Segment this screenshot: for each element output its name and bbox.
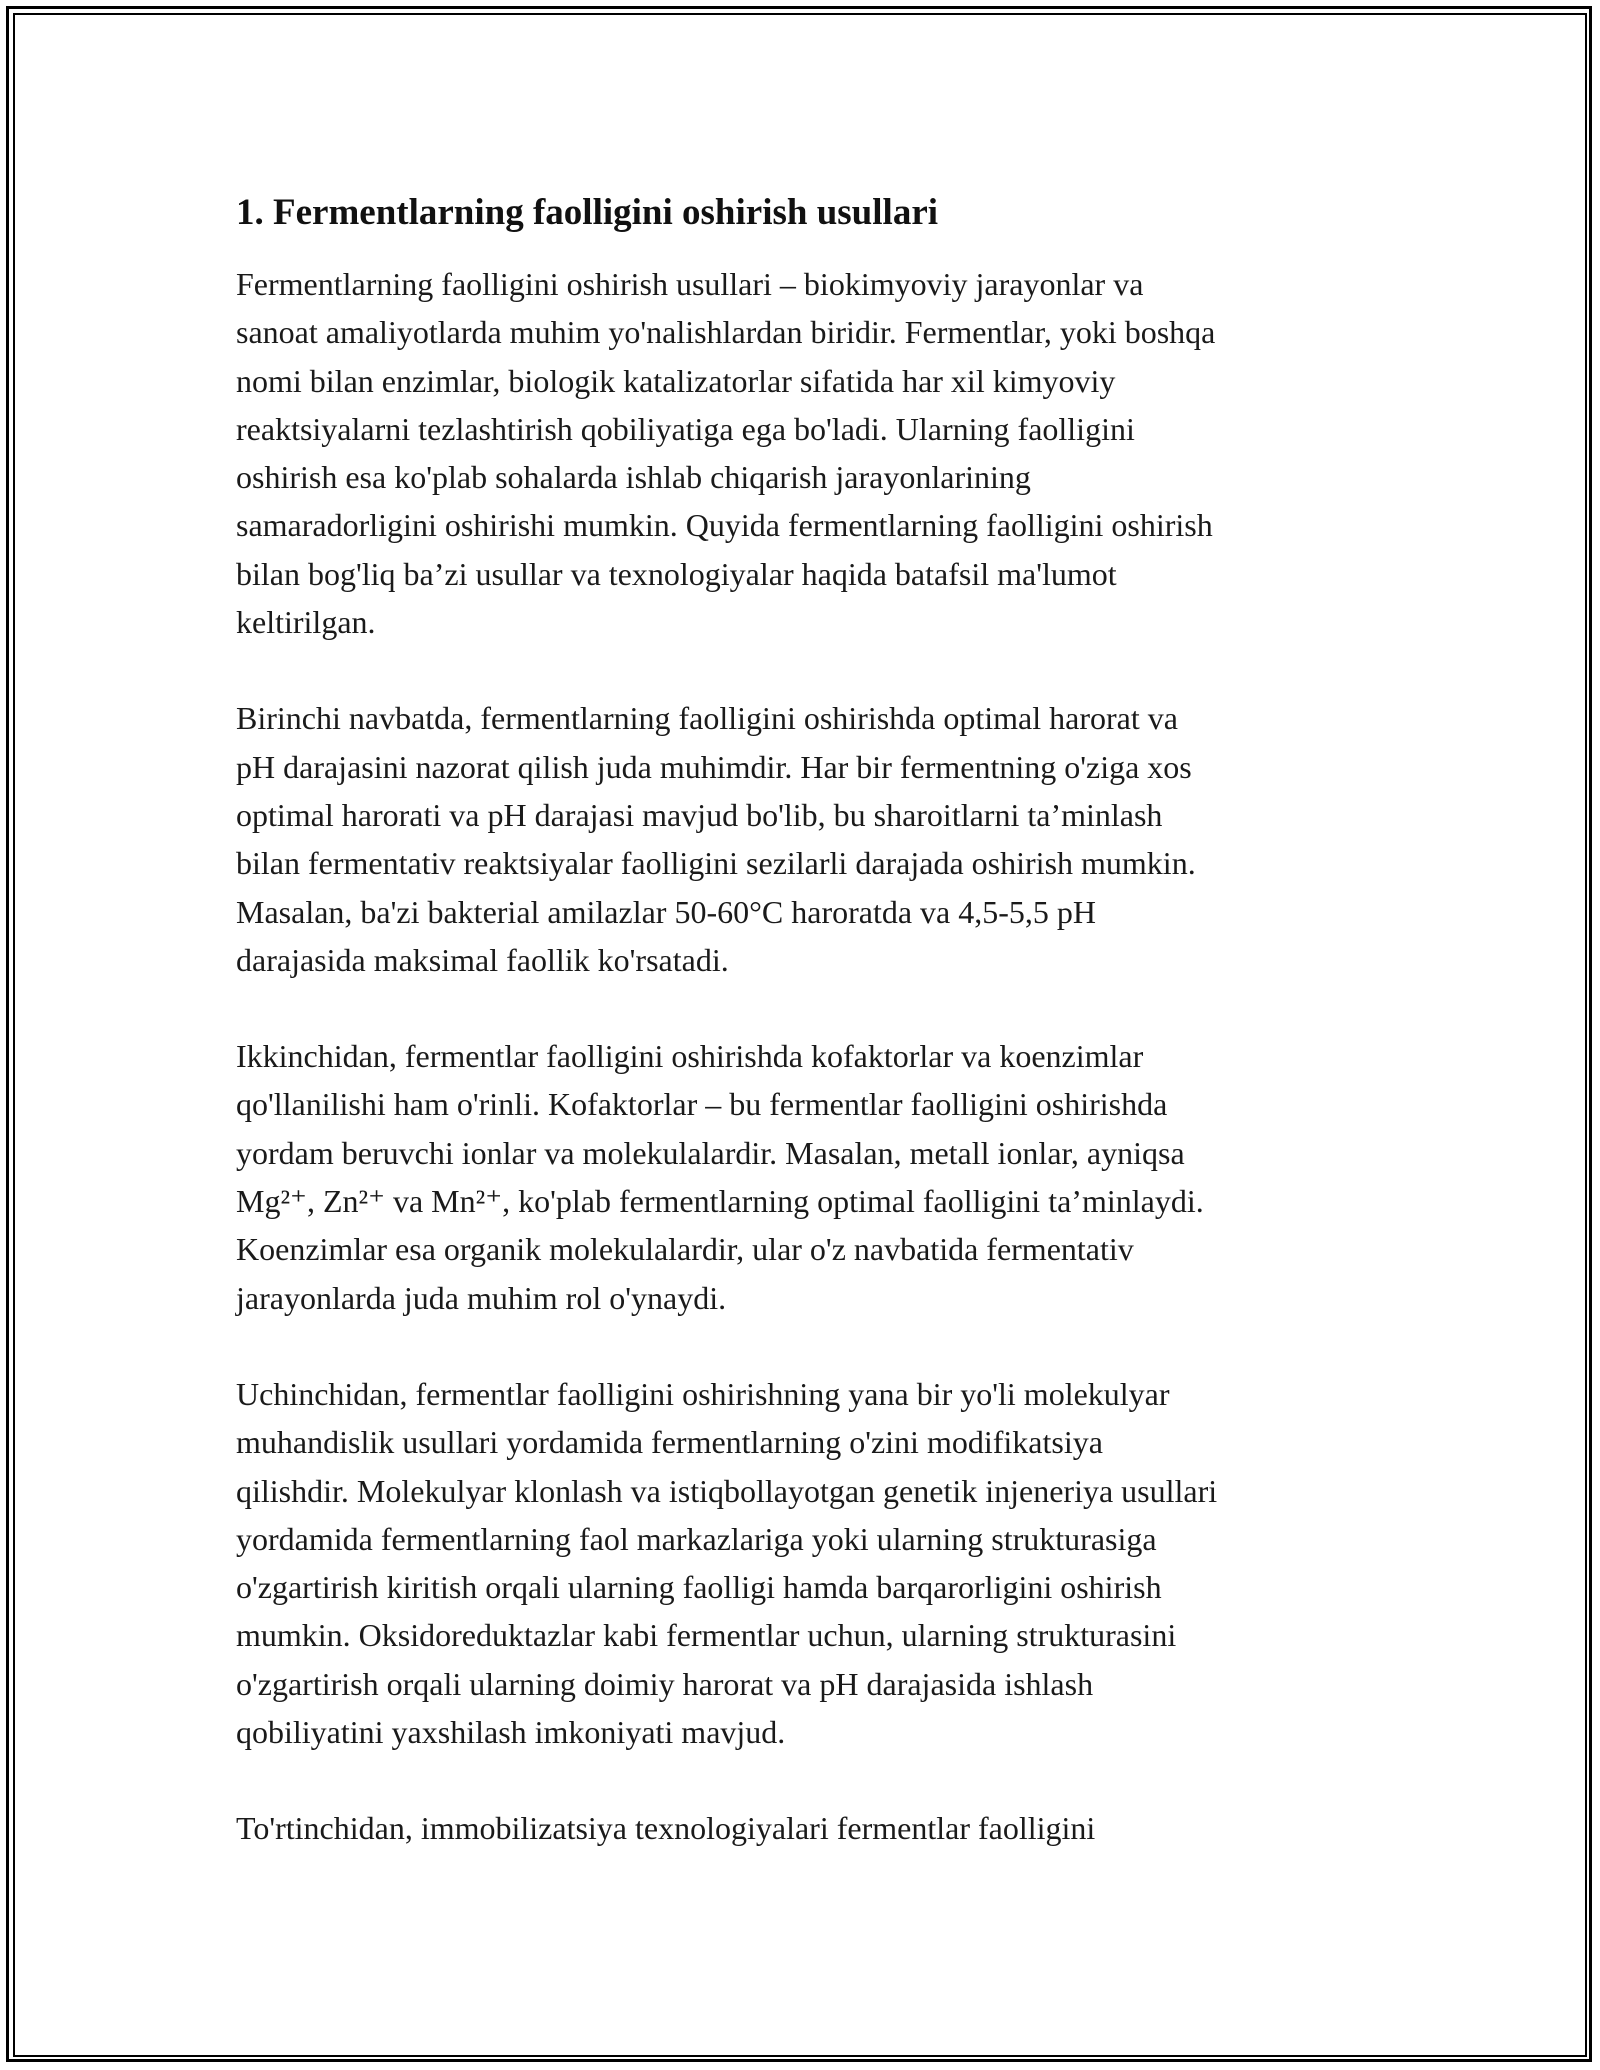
paragraph-intro: Fermentlarning faolligini oshirish usullari – biokimyoviy jarayonlar va sanoat amaliyotlarda muhim yo'nalishlardan biridir. Fermentlar, yoki boshqa nomi bilan enzimlar, biologik katalizatorlar sifatida har xil kimyoviy reaktsiyalarni tezlashtirish qobiliyatiga ega bo'ladi. Ularning faolligini oshirish esa ko'plab sohalarda ishlab chiqarish jarayonlarining samaradorligini oshirishi mumkin. Quyida fermentlarning faolligini oshirish bilan bog'liq ba’zi usullar va texnologiyalar haqida batafsil ma'lumot keltirilgan.	[236, 266, 1216, 641]
paragraph-second: Ikkinchidan, fermentlar faolligini oshirishda kofaktorlar va koenzimlar qo'llanilishi ham o'rinli. Kofaktorlar – bu fermentlar faolligini oshirishda yordam beruvchi ionlar va molekulalardir. Masalan, metall ionlar, ayniqsa Mg²⁺, Zn²⁺ va Mn²⁺, ko'plab fermentlarning optimal faolligini ta’minlaydi. Koenzimlar esa organik molekulalardir, ular o'z navbatida fermentativ jarayonlarda juda muhim rol o'ynaydi.	[236, 1038, 1204, 1316]
paragraph-third: Uchinchidan, fermentlar faolligini oshirishning yana bir yo'li molekulyar muhandislik usullari yordamida fermentlarning o'zini modifikatsiya qilishdir. Molekulyar klonlash va istiqbollayotgan genetik injeneriya usullari yordamida fermentlarning faol markazlariga yoki ularning strukturasiga o'zgartirish kiritish orqali ularning faolligi hamda barqarorligini oshirish mumkin. Oksidoreduktazlar kabi fermentlar uchun, ularning strukturasini o'zgartirish orqali ularning doimiy harorat va pH darajasida ishlash qobiliyatini yaxshilash imkoniyati mavjud.	[236, 1375, 1218, 1751]
paragraph-fourth: To'rtinchidan, immobilizatsiya texnologiyalari fermentlar faolligini	[236, 1810, 1096, 1847]
paragraph-first: Birinchi navbatda, fermentlarning faolligini oshirishda optimal harorat va pH darajasini nazorat qilish juda muhimdir. Har bir fermentning o'ziga xos optimal harorati va pH darajasi mavjud bo'lib, bu sharoitlarni ta’minlash bilan fermentativ reaktsiyalar faolligini sezilarli darajada oshirish mumkin. Masalan, ba'zi bakterial amilazlar 50-60°C haroratda va 4,5-5,5 pH darajasida maksimal faollik ko'rsatadi.	[236, 700, 1196, 978]
section-heading: 1. Fermentlarning faolligini oshirish usullari	[236, 192, 939, 233]
document-body	[236, 186, 1386, 1853]
